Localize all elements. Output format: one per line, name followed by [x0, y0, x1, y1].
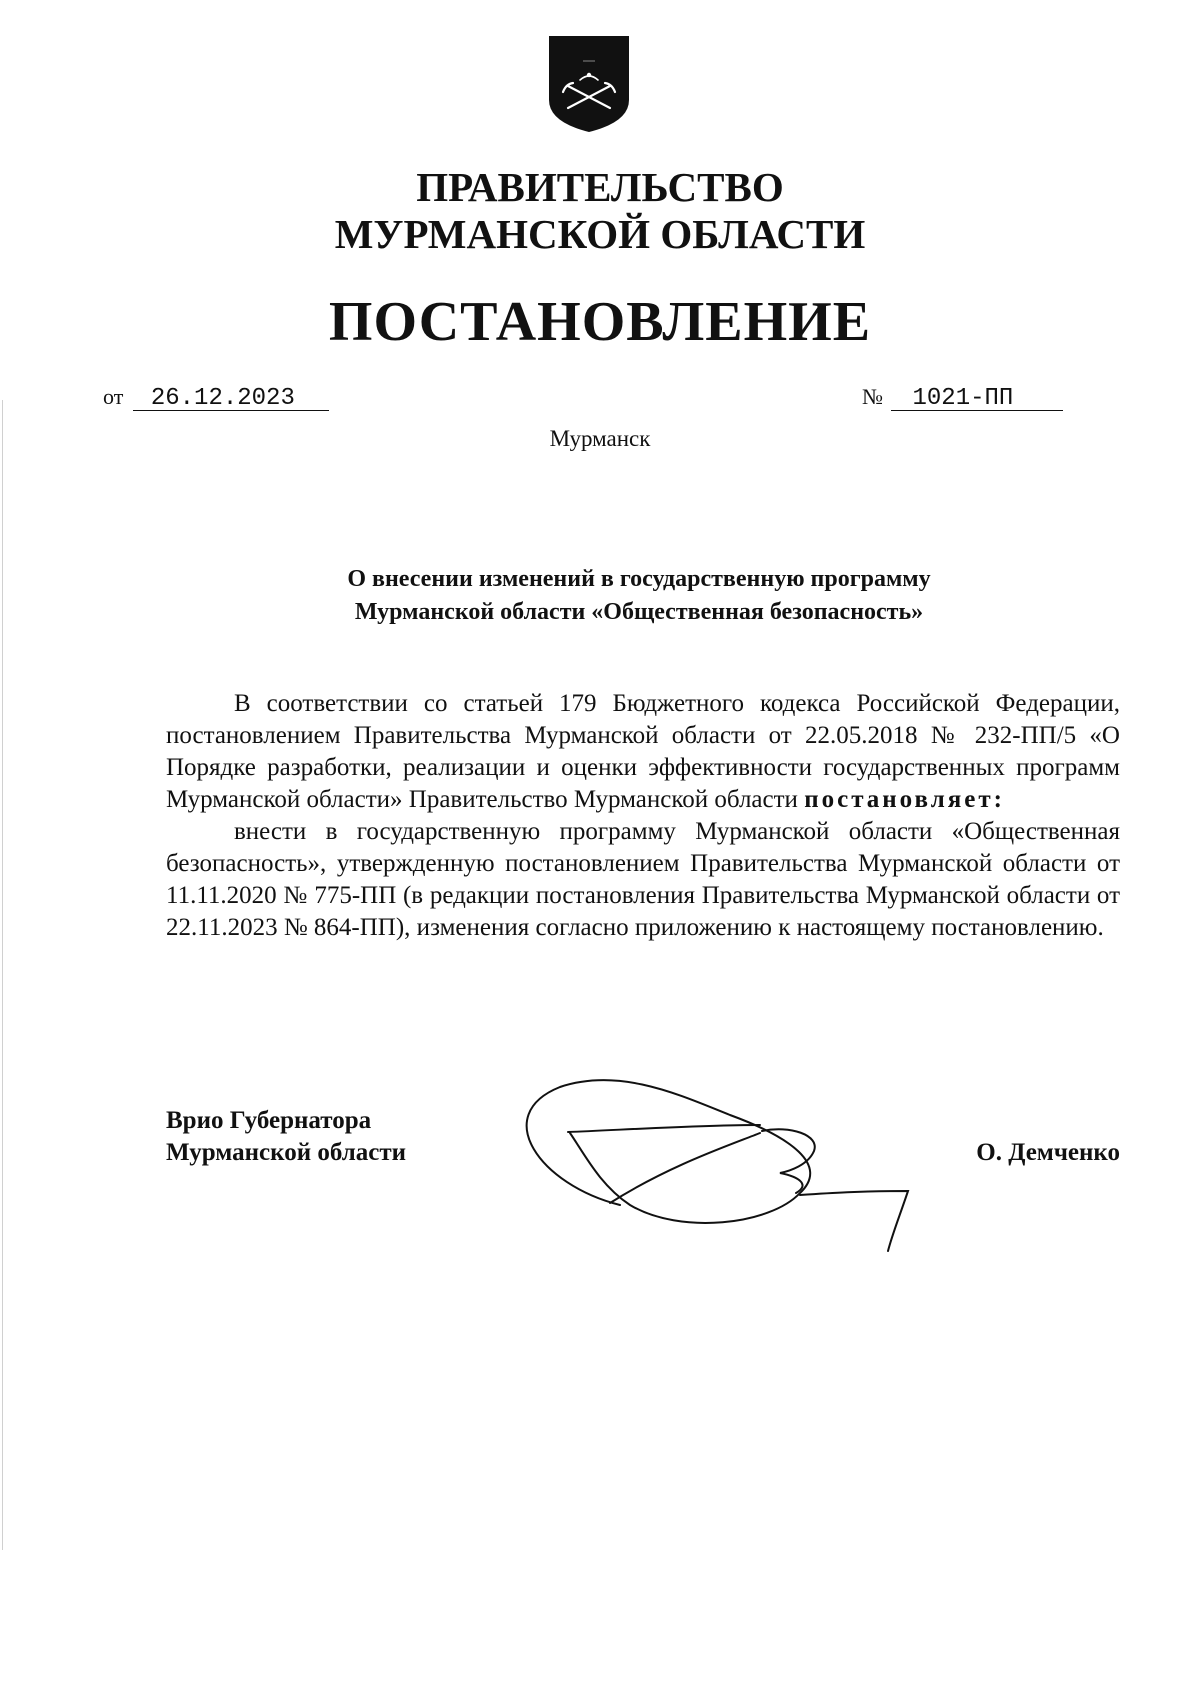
- handwritten-signature-icon: [500, 1075, 940, 1265]
- signatory-title-line1: Врио Губернатора: [166, 1107, 372, 1134]
- subject-line2: Мурманской области «Общественная безопасность»: [354, 599, 924, 625]
- org-name-line2: МУРМАНСКОЙ ОБЛАСТИ: [334, 211, 866, 257]
- signatory-title: [166, 1105, 406, 1169]
- scan-margin-line: [2, 400, 3, 1550]
- date-prefix: от: [103, 384, 124, 409]
- coat-of-arms-icon: [546, 34, 632, 134]
- number-prefix: №: [862, 384, 883, 409]
- subject-line1: О внесении изменений в государственную программу: [347, 566, 931, 592]
- document-date: 26.12.2023: [133, 388, 329, 411]
- city-name: Мурманск: [549, 426, 651, 451]
- date-block: [103, 384, 329, 411]
- document-subject: [160, 563, 1118, 629]
- body-paragraph-1-text: В соответствии со статьей 179 Бюджетного кодекса Российской Федерации, постановлением Правительства Мурманской области от 22.05.2018 № 232-ПП/5 «О Порядке разработки, реализации и оценки эффективности государственных программ Мурманской области» Правительство Мурманской области: [166, 690, 1120, 813]
- body-paragraph-2: внести в государственную программу Мурманской области «Общественная безопасность», утвержденную постановлением Правительства Мурманской области от 11.11.2020 № 775-ПП (в редакции постановления Правительства Мурманской области от 22.11.2023 № 864-ПП), изменения согласно приложению к настоящему постановлению.: [166, 818, 1120, 941]
- body-paragraph-1: [166, 688, 1120, 816]
- resolution-keyword: постановляет:: [804, 786, 1005, 813]
- signatory-name: О. Демченко: [976, 1139, 1120, 1166]
- org-name-line1: ПРАВИТЕЛЬСТВО: [416, 164, 784, 210]
- document-body: [166, 688, 1120, 944]
- signatory-title-line2: Мурманской области: [166, 1139, 407, 1166]
- document-number: 1021-ПП: [891, 388, 1063, 411]
- document-type-title: ПОСТАНОВЛЕНИЕ: [328, 291, 872, 353]
- number-block: [862, 384, 1063, 411]
